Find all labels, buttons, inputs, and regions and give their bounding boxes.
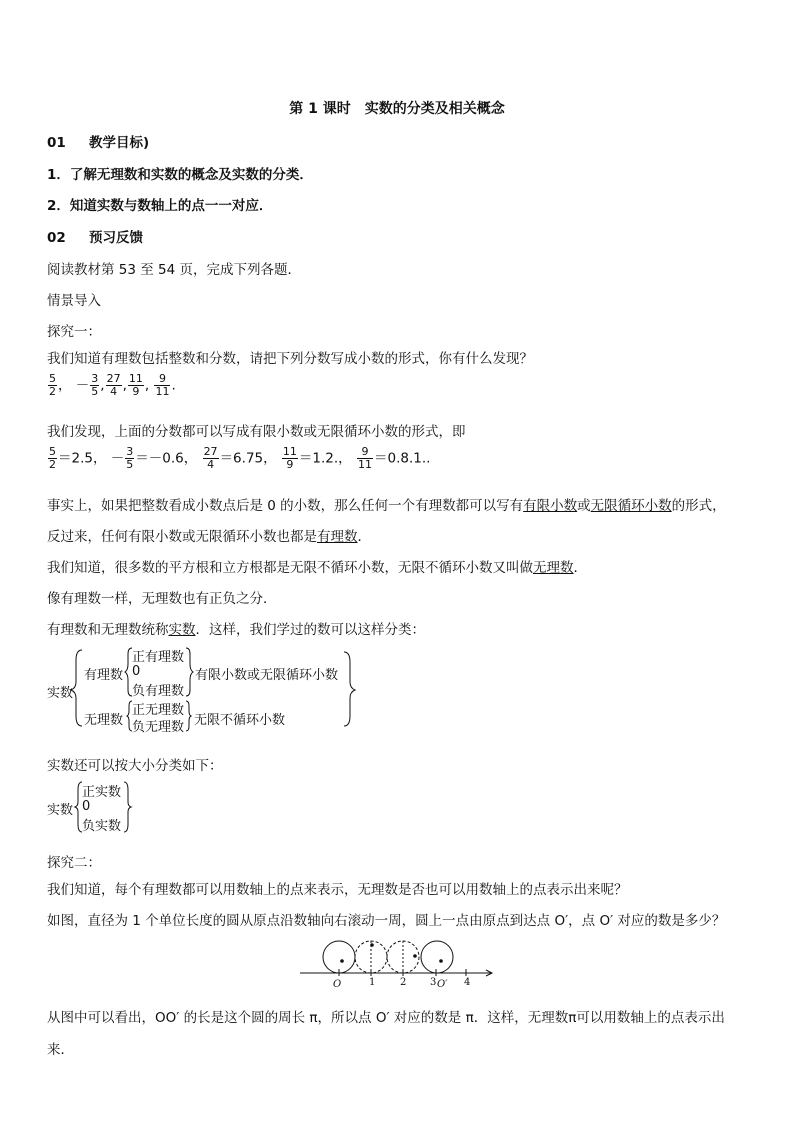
section-number: 01 xyxy=(47,135,66,151)
answer-line-2: 来． xyxy=(47,1042,74,1058)
read-instruction: 阅读教材第 53 至 54 页，完成下列各题． xyxy=(47,262,302,278)
underlined-term: 无理数 xyxy=(533,560,574,576)
explore-2-label: 探究二： xyxy=(47,855,101,871)
fraction: $\frac{9}{11}$ xyxy=(155,372,170,398)
rational-description: 有限小数或无限循环小数 xyxy=(195,668,339,683)
section-number: 02 xyxy=(47,230,66,246)
goal-1: 1．了解无理数和实数的概念及实数的分类． xyxy=(47,167,313,183)
zero-label: 0 xyxy=(132,664,141,679)
point-on-circle xyxy=(340,959,344,963)
point-on-circle xyxy=(370,943,374,947)
positive-rational: 正有理数 xyxy=(132,650,185,665)
separator: ， xyxy=(58,377,72,394)
fact-paragraph-2: 反过来，任何有限小数或无限循环小数也都是有理数． xyxy=(47,529,371,545)
question-2: 我们知道，每个有理数都可以用数轴上的点来表示，无理数是否也可以用数轴上的点表示出来呢？ xyxy=(47,882,628,898)
fraction: $\frac{11}{9}$ xyxy=(282,445,297,471)
fraction: $\frac{27}{4}$ xyxy=(203,445,218,471)
positive-real: 正实数 xyxy=(82,785,122,800)
class-root: 实数 xyxy=(47,803,74,818)
irrational-description: 无限不循环小数 xyxy=(194,713,286,728)
point-on-circle xyxy=(439,959,443,963)
decimal-equalities: $\frac{5}{2}$ ＝2.5， － $\frac{3}{5}$ ＝－0.6， $\frac{27}{4}$ ＝6.75， $\frac{11}{9}$ ＝1.2.， $\frac{9}{11}$ ＝0.8.1.. xyxy=(49,445,431,471)
intro-label: 情景导入 xyxy=(47,293,101,309)
irrational-label: 无理数 xyxy=(84,713,124,728)
rational-label: 有理数 xyxy=(84,668,124,683)
o-prime-label: O′ xyxy=(437,979,448,990)
irrational-definition: 我们知道，很多数的平方根和立方根都是无限不循环小数，无限不循环小数又叫做无理数． xyxy=(47,560,587,576)
section-label: 教学目标) xyxy=(89,135,150,151)
period: . xyxy=(171,377,176,394)
question-1: 我们知道有理数包括整数和分数，请把下列分数写成小数的形式，你有什么发现？ xyxy=(47,351,533,367)
negative-rational: 负有理数 xyxy=(132,684,185,699)
point-on-circle xyxy=(413,954,417,958)
question-3: 如图，直径为 1 个单位长度的圆从原点沿数轴向右滚动一周，圆上一点由原点到达点 O′，点 O′ 对应的数是多少？ xyxy=(47,913,726,929)
underlined-term: 有理数 xyxy=(317,529,358,545)
real-definition: 有理数和无理数统称实数．这样，我们学过的数可以这样分类： xyxy=(47,622,425,638)
found-text: 我们发现，上面的分数都可以写成有限小数或无限循环小数的形式，即 xyxy=(47,424,466,440)
fraction-list: $\frac{5}{2}$ ， － $\frac{3}{5}$ , $\frac{27}{4}$ , $\frac{11}{9}$ , $\frac{9}{11}$ . xyxy=(49,372,176,398)
section-label: 预习反馈 xyxy=(89,230,143,246)
negative-irrational: 负无理数 xyxy=(132,720,185,735)
class-root: 实数 xyxy=(47,686,74,701)
fraction: $\frac{5}{2}$ xyxy=(49,445,56,471)
underlined-term: 有限小数 xyxy=(523,498,578,514)
sign-note: 像有理数一样，无理数也有正负之分． xyxy=(47,591,277,607)
negative-real: 负实数 xyxy=(82,819,122,834)
underlined-term: 实数 xyxy=(168,622,196,638)
fraction: $\frac{27}{4}$ xyxy=(106,372,121,398)
fraction: $\frac{3}{5}$ xyxy=(91,372,99,398)
origin-label: O xyxy=(333,979,342,990)
minus-sign: － xyxy=(75,377,90,394)
positive-irrational: 正无理数 xyxy=(132,703,185,718)
fraction: $\frac{5}{2}$ xyxy=(49,372,56,398)
goal-2: 2．知道实数与数轴上的点一一对应． xyxy=(47,198,273,214)
fraction: $\frac{11}{9}$ xyxy=(128,372,143,398)
tick-label-2: 2 xyxy=(400,977,407,988)
tick-label-3: 3 xyxy=(430,977,437,988)
underlined-term: 无限循环小数 xyxy=(590,498,672,514)
fact-paragraph-1: 事实上，如果把整数看成小数点后是 0 的小数，那么任何一个有理数都可以写有有限小数或无限循环小数的形式， xyxy=(47,498,726,514)
tick-label-4: 4 xyxy=(464,977,471,988)
answer-line-1: 从图中可以看出，OO′ 的长是这个圆的周长 π，所以点 O′ 对应的数是 π．这样，无理数π可以用数轴上的点表示出 xyxy=(47,1010,725,1026)
circle-start xyxy=(323,941,355,973)
fraction: $\frac{9}{11}$ xyxy=(357,445,372,471)
by-size-label: 实数还可以按大小分类如下： xyxy=(47,758,223,774)
explore-1-label: 探究一： xyxy=(47,324,101,340)
zero-label: 0 xyxy=(82,799,91,814)
fraction: $\frac{3}{5}$ xyxy=(126,445,134,471)
tick-label-1: 1 xyxy=(369,977,376,988)
page-title: 第 1 课时 实数的分类及相关概念 xyxy=(289,101,505,117)
circle-end xyxy=(421,941,453,973)
